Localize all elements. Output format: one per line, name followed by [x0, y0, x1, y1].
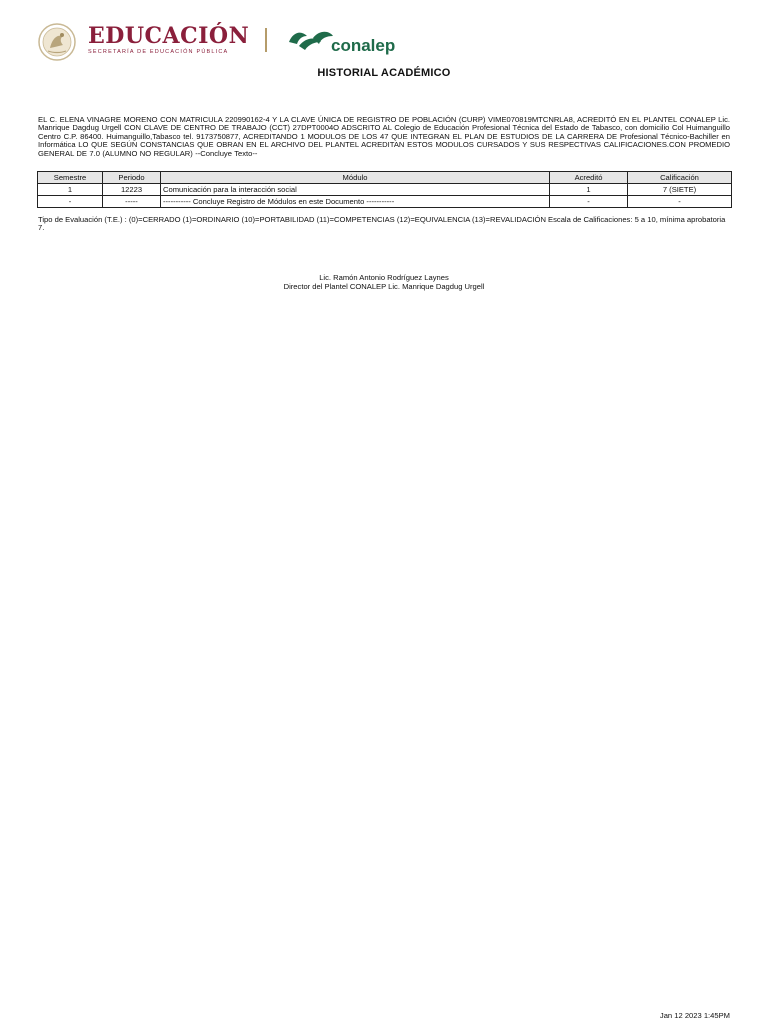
cell-calificacion: 7 (SIETE)	[628, 184, 732, 196]
print-timestamp: Jan 12 2023 1:45PM	[659, 1011, 730, 1020]
header-divider	[265, 28, 267, 52]
column-header-periodo: Periodo	[103, 172, 161, 184]
cell-calificacion: -	[628, 196, 732, 208]
sep-brand	[88, 24, 249, 55]
document-title: HISTORIAL ACADÉMICO	[317, 67, 451, 79]
sep-title: EDUCACIÓN	[88, 23, 250, 49]
signatory-name: Lic. Ramón Antonio Rodríguez Laynes	[319, 273, 449, 282]
grades-table	[37, 171, 732, 208]
table-row	[38, 196, 732, 208]
evaluation-note: Tipo de Evaluación (T.E.) : (0)=CERRADO (1)=ORDINARIO (10)=PORTABILIDAD (11)=COMPETENCIAS (12)=EQUIVALENCIA (13)=REVALIDACIÓN Escala de Calificaciones: 5 a 10, mínima aprobatoria 7.	[38, 215, 726, 233]
conalep-logo	[287, 26, 437, 60]
table-header-row	[38, 172, 732, 184]
cell-semestre: 1	[38, 184, 103, 196]
cell-semestre: -	[38, 196, 103, 208]
cell-periodo: 12223	[103, 184, 161, 196]
mexico-coat-of-arms-icon	[36, 22, 78, 62]
sep-subtitle: SECRETARÍA DE EDUCACIÓN PÚBLICA	[88, 49, 229, 55]
cell-periodo: -----	[103, 196, 161, 208]
conalep-logo-icon	[287, 28, 335, 52]
table-row	[38, 184, 732, 196]
signature-block	[0, 273, 768, 291]
signatory-title: Director del Plantel CONALEP Lic. Manrique Dagdug Urgell	[283, 282, 485, 291]
column-header-semestre: Semestre	[38, 172, 103, 184]
column-header-acredito: Acreditó	[550, 172, 628, 184]
column-header-calificacion: Calificación	[628, 172, 732, 184]
certification-text: EL C. ELENA VINAGRE MORENO CON MATRICULA 220990162-4 Y LA CLAVE ÚNICA DE REGISTRO DE POBLACIÓN (CURP) VIME070819MTCNRLA8, ACREDITÓ EN EL PLANTEL CONALEP Lic. Manrique Dagdug Urgell CON CLAVE DE CENTRO DE TRABAJO (CCT) 27DPT0004O ADSCRITO AL Colegio de Educación Profesional Técnica del Estado de Tabasco, con domicilio Col Huimanguillo Centro C.P. 86400. Huimanguillo,Tabasco tel. 9173750877, ACREDITANDO 1 MODULOS DE LOS 47 QUE INTEGRAN EL PLAN DE ESTUDIOS DE LA CARRERA DE Profesional Técnico-Bachiller en Informática LO QUE SEGÚN CONSTANCIAS QUE OBRAN EN EL ARCHIVO DEL PLANTEL ACREDITAN ESTOS MODULOS CURSADOS Y SUS RESPECTIVAS CALIFICACIONES.CON PROMEDIO GENERAL DE 7.0 (ALUMNO NO REGULAR) --Concluye Texto--	[38, 115, 730, 158]
cell-modulo: ----------- Concluye Registro de Módulos en este Documento -----------	[161, 196, 550, 208]
cell-acredito: -	[550, 196, 628, 208]
conalep-wordmark: conalep	[331, 36, 396, 55]
cell-modulo: Comunicación para la interacción social	[161, 184, 550, 196]
cell-acredito: 1	[550, 184, 628, 196]
column-header-modulo: Módulo	[161, 172, 550, 184]
document-header	[36, 22, 456, 66]
